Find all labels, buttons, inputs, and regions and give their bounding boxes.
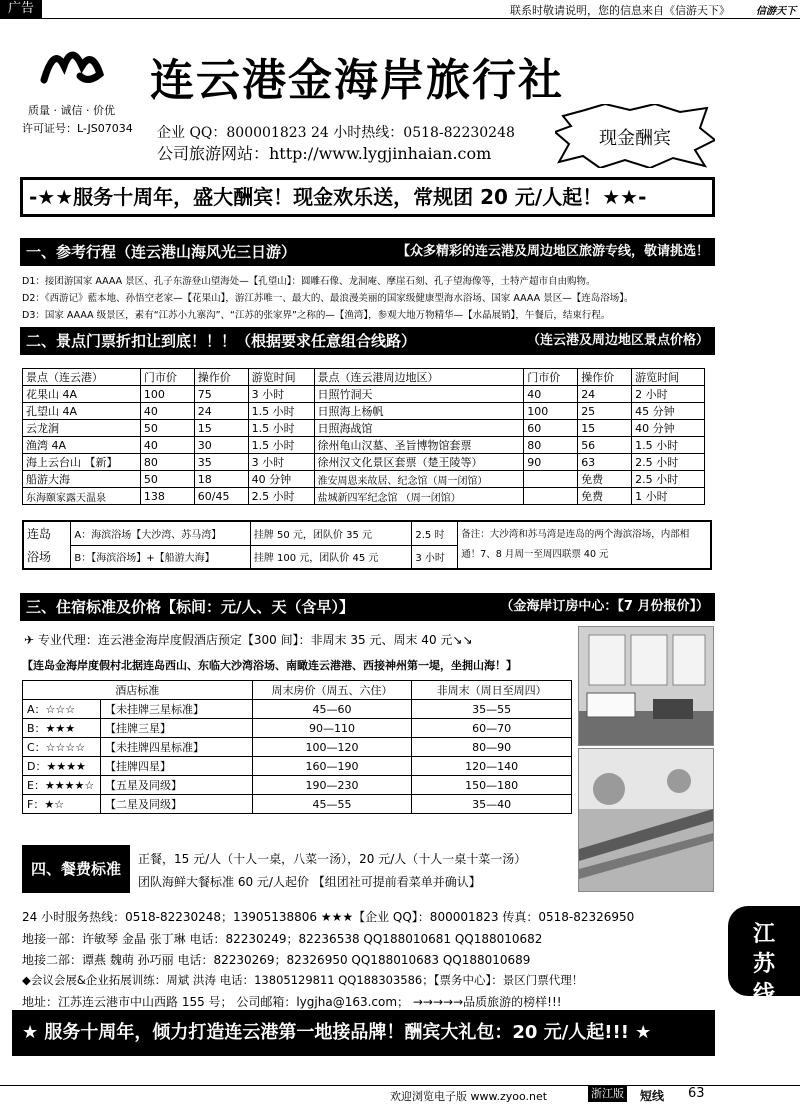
table-cell: 3 小时 bbox=[412, 545, 458, 569]
section-itinerary-header bbox=[20, 238, 715, 266]
table-cell: 1 小时 bbox=[632, 488, 705, 505]
table-cell: 24 bbox=[578, 386, 632, 403]
conference-contact: ◆会议会展&企业拓展训练：周斌 洪涛 电话：13805129811 QQ188303586；【票务中心】：景区门票代理！ bbox=[22, 973, 584, 987]
table-cell: 56 bbox=[578, 437, 632, 454]
dept-1-contact: 地接一部：许敏琴 金晶 张丁琳 电话：82230249；82236538 QQ188010681 QQ188010682 bbox=[22, 932, 543, 946]
table-cell: C：☆☆☆☆ bbox=[23, 738, 101, 757]
hotline-line: 24 小时服务热线：0518-82230248；13905138806 ★★★【企业 QQ】：800001823 传真：0518-82326950 bbox=[22, 910, 635, 924]
table-cell bbox=[524, 488, 578, 505]
itinerary-day-3: D3：国家 AAAA 级景区，素有“江苏小九寨沟”、“江苏的张家界”之称的—【渔湾】，参观大地万物精华—【水晶展销】，午餐后，结束行程。 bbox=[22, 310, 611, 321]
table-cell: 【挂牌四星】 bbox=[100, 757, 252, 776]
table-cell: 90—110 bbox=[252, 719, 412, 738]
table-cell: 徐州汉文化景区套票（楚王陵等） bbox=[314, 454, 524, 471]
column-header: 景点（连云港周边地区） bbox=[314, 369, 524, 386]
table-cell: 云龙涧 bbox=[23, 420, 141, 437]
table-cell: 35—55 bbox=[412, 700, 572, 719]
table-cell: 40 分钟 bbox=[632, 420, 705, 437]
table-cell: 30 bbox=[194, 437, 248, 454]
contact-line: 企业 QQ：800001823 24 小时热线：0518-82230248 bbox=[157, 125, 515, 141]
section-subtitle: （金海岸订房中心：【7 月份报价】） bbox=[500, 599, 709, 614]
table-cell: 40 bbox=[524, 386, 578, 403]
table-cell: 2.5 小时 bbox=[248, 488, 314, 505]
meal-standard-line-1: 正餐，15 元/人（十人一桌，八菜一汤），20 元/人（十人一桌十菜一汤） bbox=[138, 852, 527, 866]
column-header: 非周末（周日至周四） bbox=[412, 681, 572, 700]
table-cell: 浴场 bbox=[23, 545, 71, 569]
table-cell: 船游大海 bbox=[23, 471, 141, 488]
table-cell: 45 分钟 bbox=[632, 403, 705, 420]
table-cell: 15 bbox=[194, 420, 248, 437]
column-header: 操作价 bbox=[194, 369, 248, 386]
address-line: 地址：江苏连云港市中山西路 155 号； 公司邮箱：lygjha@163.com； →→→→→品质旅游的榜样!!! bbox=[22, 995, 562, 1009]
table-cell: 190—230 bbox=[252, 776, 412, 795]
publisher-logo: 信游天下 bbox=[756, 6, 796, 17]
table-cell: 2.5 小时 bbox=[632, 471, 705, 488]
dept-2-contact: 地接二部：谭燕 魏萌 孙巧丽 电话：82230269；82326950 QQ188010683 QQ188010689 bbox=[22, 953, 531, 967]
table-cell: 80 bbox=[140, 454, 194, 471]
table-cell: 免费 bbox=[578, 471, 632, 488]
table-cell: 3 小时 bbox=[248, 454, 314, 471]
table-cell: 2.5 时 bbox=[412, 521, 458, 545]
section-subtitle: 【众多精彩的连云港及周边地区旅游专线，敬请挑选！ bbox=[396, 244, 709, 259]
table-cell: 50 bbox=[140, 471, 194, 488]
section-tickets-header bbox=[20, 327, 715, 355]
column-header: 酒店标准 bbox=[23, 681, 253, 700]
column-header: 门市价 bbox=[140, 369, 194, 386]
table-cell: 45—60 bbox=[252, 700, 412, 719]
table-cell: 【挂牌三星】 bbox=[100, 719, 252, 738]
table-cell: 日照海上杨帆 bbox=[314, 403, 524, 420]
table-row bbox=[23, 757, 572, 776]
table-cell: 160—190 bbox=[252, 757, 412, 776]
table-cell: F：★☆ bbox=[23, 795, 101, 814]
section-title: 二、景点门票折扣让到底！！！（根据要求任意组合线路） bbox=[26, 332, 417, 350]
table-cell: B：★★★ bbox=[23, 719, 101, 738]
table-cell: 24 bbox=[194, 403, 248, 420]
table-cell: 40 bbox=[140, 403, 194, 420]
column-header: 周末房价（周五、六住） bbox=[252, 681, 412, 700]
table-cell: 1.5 小时 bbox=[248, 420, 314, 437]
website-link[interactable]: 公司旅游网站：http://www.lygjinhaian.com bbox=[157, 144, 492, 163]
table-row bbox=[23, 776, 572, 795]
table-cell: 100—120 bbox=[252, 738, 412, 757]
table-row bbox=[23, 454, 705, 471]
table-cell: 东海颐家露天温泉 bbox=[23, 488, 141, 505]
table-cell: 1.5 小时 bbox=[248, 403, 314, 420]
table-cell: E：★★★★☆ bbox=[23, 776, 101, 795]
bottom-banner: ★ 服务十周年，倾力打造连云港第一地接品牌！酬宾大礼包：20 元/人起!!! ★ bbox=[12, 1010, 715, 1056]
table-row bbox=[23, 488, 705, 505]
table-cell: 【二星及同级】 bbox=[100, 795, 252, 814]
table-row bbox=[23, 437, 705, 454]
table-cell: 挂牌 100 元，团队价 45 元 bbox=[250, 545, 412, 569]
table-cell: 25 bbox=[578, 403, 632, 420]
table-cell: 80 bbox=[524, 437, 578, 454]
table-cell: 3 小时 bbox=[248, 386, 314, 403]
section-hotel-header bbox=[20, 593, 715, 621]
side-tab-label: 江苏线 bbox=[752, 922, 775, 1007]
page-number: 63 bbox=[688, 1086, 705, 1101]
section-title: 一、参考行程（连云港山海风光三日游） bbox=[26, 243, 297, 261]
table-cell: 100 bbox=[524, 403, 578, 420]
table-cell: 138 bbox=[140, 488, 194, 505]
table-cell: 【未挂牌三星标准】 bbox=[100, 700, 252, 719]
itinerary-day-2: D2：《西游记》藍本地、孙悟空老家—【花果山】，游江苏唯一、最大的、最浪漫美丽的国家级健康型海水浴场、国家 AAAA 景区—【连岛浴场】。 bbox=[22, 293, 634, 304]
table-cell: 150—180 bbox=[412, 776, 572, 795]
table-row bbox=[23, 471, 705, 488]
ticket-price-table bbox=[22, 368, 705, 505]
table-cell: 日照海战馆 bbox=[314, 420, 524, 437]
footer-region-tag: 浙江版 bbox=[588, 1086, 627, 1102]
table-row bbox=[23, 521, 711, 545]
hotel-location-line: 【连岛金海岸度假村北据连岛西山、东临大沙湾浴场、南瞰连云港港、西接神州第一堤，坐拥山海！】 bbox=[22, 659, 517, 672]
column-header: 门市价 bbox=[524, 369, 578, 386]
table-cell: 50 bbox=[140, 420, 194, 437]
table-cell: 60/45 bbox=[194, 488, 248, 505]
table-cell: 45—55 bbox=[252, 795, 412, 814]
table-cell: 90 bbox=[524, 454, 578, 471]
cash-reward-badge: 现金酬宾 bbox=[599, 128, 671, 149]
table-row bbox=[23, 420, 705, 437]
table-row bbox=[23, 719, 572, 738]
table-cell: 35 bbox=[194, 454, 248, 471]
table-cell: 【未挂牌四星标准】 bbox=[100, 738, 252, 757]
section-title: 三、住宿标准及价格【标间：元/人、天（含早）】 bbox=[26, 598, 354, 616]
table-cell: 免费 bbox=[578, 488, 632, 505]
hotel-room-photo bbox=[578, 626, 714, 746]
source-note: 联系时敬请说明，您的信息来自《信游天下》 bbox=[510, 4, 730, 17]
table-cell: 日照竹洞天 bbox=[314, 386, 524, 403]
ad-label: 广告 bbox=[0, 0, 42, 18]
section-subtitle: （连云港及周边地区景点价格） bbox=[526, 333, 709, 348]
table-cell: 35—40 bbox=[412, 795, 572, 814]
table-cell: D：★★★★ bbox=[23, 757, 101, 776]
table-cell: 连岛 bbox=[23, 521, 71, 545]
footer-website: 欢迎浏览电子版 www.zyoo.net bbox=[390, 1090, 548, 1103]
table-cell: 100 bbox=[140, 386, 194, 403]
table-cell: 75 bbox=[194, 386, 248, 403]
table-cell: 60—70 bbox=[412, 719, 572, 738]
table-cell: 【五星及同级】 bbox=[100, 776, 252, 795]
table-cell: 80—90 bbox=[412, 738, 572, 757]
table-cell: 孔望山 4A bbox=[23, 403, 141, 420]
column-header: 操作价 bbox=[578, 369, 632, 386]
table-cell: 40 分钟 bbox=[248, 471, 314, 488]
table-header-row bbox=[23, 369, 705, 386]
table-row bbox=[23, 738, 572, 757]
table-header-row bbox=[23, 681, 572, 700]
company-slogan: 质量 · 诚信 · 价优 bbox=[28, 104, 115, 117]
table-cell: 2 小时 bbox=[632, 386, 705, 403]
footer-section: 短线 bbox=[640, 1089, 665, 1103]
jiangsu-route-tab bbox=[728, 906, 800, 1007]
table-cell: A：海滨浴场【大沙湾、苏马湾】 bbox=[71, 521, 250, 545]
table-cell: 备注：大沙湾和苏马湾是连岛的两个海滨浴场，内部相通！7、8 月周一至周四联票 40 元 bbox=[458, 521, 711, 569]
hotel-agent-text: 专业代理：连云港金海岸度假酒店预定【300 间】：非周末 35 元、周末 40 元↘↘ bbox=[37, 633, 473, 647]
column-header: 游览时间 bbox=[248, 369, 314, 386]
table-row bbox=[23, 795, 572, 814]
hotel-agent-line bbox=[24, 631, 473, 648]
table-cell: 63 bbox=[578, 454, 632, 471]
table-row bbox=[23, 386, 705, 403]
table-cell: 2.5 小时 bbox=[632, 454, 705, 471]
table-cell: 15 bbox=[578, 420, 632, 437]
license-number: 许可证号：L-JS07034 bbox=[22, 122, 133, 135]
table-cell: A：☆☆☆ bbox=[23, 700, 101, 719]
table-row bbox=[23, 403, 705, 420]
table-cell: 盐城新四军纪念馆 （周一闭馆） bbox=[314, 488, 524, 505]
table-cell: 徐州龟山汉墓、圣旨博物馆套票 bbox=[314, 437, 524, 454]
meal-standard-line-2: 团队海鲜大餐标准 60 元/人起价 【组团社可提前看菜单并确认】 bbox=[138, 875, 481, 889]
table-row bbox=[23, 700, 572, 719]
itinerary-day-1: D1：接团游国家 AAAA 景区、孔子东游登山望海处—【孔望山】：圆雕石像、龙洞庵、摩崖石刻、孔子望海像等，土特产超市自由购物。 bbox=[22, 276, 596, 287]
company-logo-icon bbox=[40, 40, 112, 88]
column-header: 游览时间 bbox=[632, 369, 705, 386]
table-cell: 18 bbox=[194, 471, 248, 488]
seaside-photo bbox=[578, 748, 714, 892]
airplane-icon: ✈ bbox=[24, 633, 38, 647]
table-cell: 挂牌 50 元，团队价 35 元 bbox=[250, 521, 412, 545]
table-cell: 花果山 4A bbox=[23, 386, 141, 403]
column-header: 景点（连云港） bbox=[23, 369, 141, 386]
company-name: 连云港金海岸旅行社 bbox=[150, 55, 564, 106]
table-cell: B：【海滨浴场】+【船游大海】 bbox=[71, 545, 250, 569]
table-cell: 1.5 小时 bbox=[248, 437, 314, 454]
anniversary-banner: -★★服务十周年，盛大酬宾！现金欢乐送，常规团 20 元/人起！★★- bbox=[20, 177, 715, 217]
meal-standard-label: 四、餐费标准 bbox=[22, 845, 130, 893]
table-cell: 60 bbox=[524, 420, 578, 437]
table-cell: 淮安周恩来故居、纪念馆（周一闭馆） bbox=[314, 471, 524, 488]
hotel-price-table bbox=[22, 680, 572, 814]
table-cell: 渔湾 4A bbox=[23, 437, 141, 454]
lian-island-beach-table bbox=[22, 520, 712, 570]
table-cell: 1.5 小时 bbox=[632, 437, 705, 454]
table-cell: 海上云台山 【新】 bbox=[23, 454, 141, 471]
table-cell: 40 bbox=[140, 437, 194, 454]
table-cell: 120—140 bbox=[412, 757, 572, 776]
table-cell bbox=[524, 471, 578, 488]
